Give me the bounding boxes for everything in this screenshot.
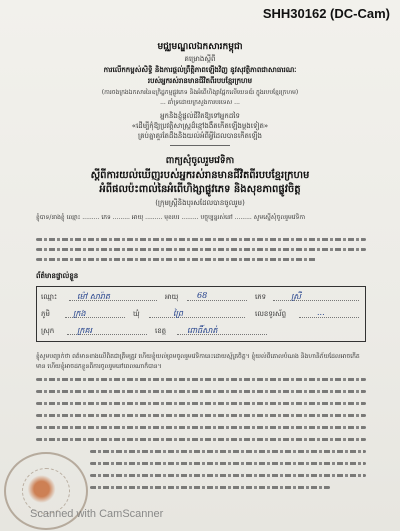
form-row-address-1 xyxy=(37,307,365,324)
phone-value: ... xyxy=(317,308,325,317)
header-project-subtitle: (ការចងក្រងឯកសារនៃឧក្រិដ្ឋកម្មផ្លូវភេទ និងអំពើហិង្សាផ្អែកលើយេនឌ័រ ក្នុងរបបខ្មែរក្រហម) xyxy=(101,89,299,96)
body-text-line xyxy=(36,438,366,441)
intro-text-line xyxy=(36,248,366,251)
body-text-line xyxy=(36,402,366,405)
header-divider xyxy=(170,145,230,146)
header-project-line-1: ការលើកកម្ពស់សិទ្ធិ និងការផ្តល់ព្រឹត្តិភាពឡើងវិញ នូវសុវត្ថិភាពជាសាធារណៈ xyxy=(103,66,297,74)
form-row-address-2 xyxy=(37,324,365,341)
body-text-line xyxy=(90,450,366,453)
commune-value: ព្រៃ xyxy=(173,309,183,318)
district-label: ស្រុក xyxy=(41,327,55,335)
intro-text-line xyxy=(36,238,366,241)
name-value: ម៉ៅ សារ៉ាត xyxy=(77,292,111,301)
body-text-line xyxy=(90,474,366,477)
sex-label: ភេទ xyxy=(255,293,267,301)
age-label: អាយុ xyxy=(165,293,179,301)
province-label: ខេត្ត xyxy=(155,327,167,335)
district-value: ក្រគរ xyxy=(77,326,93,335)
intro-text-line xyxy=(36,258,316,261)
header-project-line-2: របស់អ្នករស់រានមានជីវិតពីរបបខ្មែរក្រហម xyxy=(147,77,253,85)
body-text-line xyxy=(36,414,366,417)
header-org-name: មជ្ឈមណ្ឌលឯកសារកម្ពុជា xyxy=(157,42,243,52)
camscanner-watermark: Scanned with CamScanner xyxy=(30,508,164,520)
village-label: ភូមិ xyxy=(41,310,50,318)
commune-label: ឃុំ xyxy=(133,310,140,318)
form-title-line-2: ស្តីពីការយល់ឃើញរបស់អ្នករស់រានមានជីវិតពីរបបខ្មែរក្រហម xyxy=(90,170,310,181)
header-project-label: គម្រោងស្តីពី xyxy=(184,55,216,63)
intro-paragraph: ខ្ញុំបាទ/នាងខ្ញុំ ឈ្មោះ ......... ភេទ ......... អាយុ ......... មុខរបរ ......... បច្ចុប្បន្នរស់នៅ ......... សូមស្នើសុំចូលរួមវេទិកា xyxy=(36,214,306,221)
header-slogan-1: អ្នកនិងខ្ញុំផ្តល់ជីវិតឱ្យទៅអ្នកដទៃ xyxy=(160,112,240,120)
body-text-line xyxy=(36,390,366,393)
document-id: SHH30162 (DC-Cam) xyxy=(262,6,390,21)
header-slogan-3: គ្រប់គ្នាគួរតែដឹងនិងយល់អំពីអ្វីដែលបានកើតឡើង xyxy=(138,132,262,140)
village-value: ក្រង xyxy=(73,309,86,318)
seal-emblem-icon xyxy=(28,474,62,504)
body-text-line xyxy=(90,462,366,465)
age-value: 68 xyxy=(197,291,208,300)
sex-value: ស្រី xyxy=(291,292,301,301)
header-slogan-2: «ដើម្បីកុំឱ្យប្រវត្តិសាស្ត្រដ៏ខ្មៅងងឹតកើតឡើងម្តងទៀត» xyxy=(131,122,269,130)
section-label: ព័ត៌មានផ្ទាល់ខ្លួន xyxy=(36,272,79,280)
body-paragraph: ខ្ញុំសូមបញ្ជាក់ថា ពត៌មានខាងលើពិតជាត្រឹមត្រូវ ហើយខ្ញុំយល់ព្រមចូលរួមវេទិកានេះដោយស្ម័គ្រចិត្ត។ ខ្ញុំយល់ពីគោលបំណង និងហានិភ័យដែលអាចកើតមាន ហើយខ្ញុំអាចដកខ្លួនពីការចូលរួមនៅពេលណាក៏បាន។ xyxy=(36,353,360,370)
form-row-name xyxy=(37,290,365,307)
province-value: ពោធិ៍សាត់ xyxy=(187,326,218,335)
body-text-line xyxy=(90,486,330,489)
age-dotted-line xyxy=(187,290,247,301)
phone-label: លេខទូរស័ព្ទ xyxy=(255,310,287,318)
header-support-line: ... គាំទ្រដោយក្រសួងការបរទេស ... xyxy=(160,99,240,106)
phone-dotted-line xyxy=(299,307,359,318)
name-label: ឈ្មោះ xyxy=(41,293,58,301)
form-title-line-1: ពាក្យសុំចូលរួមវេទិកា xyxy=(165,156,235,166)
form-title-line-3: អំពីផលប៉ះពាល់នៃអំពើហិង្សាផ្លូវភេទ និងសុខភាពផ្លូវចិត្ត xyxy=(99,184,301,195)
personal-info-form xyxy=(36,286,366,342)
body-text-line xyxy=(36,378,366,381)
sex-dotted-line xyxy=(273,290,359,301)
form-title-line-4: (ក្រុមស្រ្តីនិងបុរសដែលបានចូលរួម) xyxy=(155,199,245,207)
commune-dotted-line xyxy=(149,307,245,318)
body-text-line xyxy=(36,426,366,429)
